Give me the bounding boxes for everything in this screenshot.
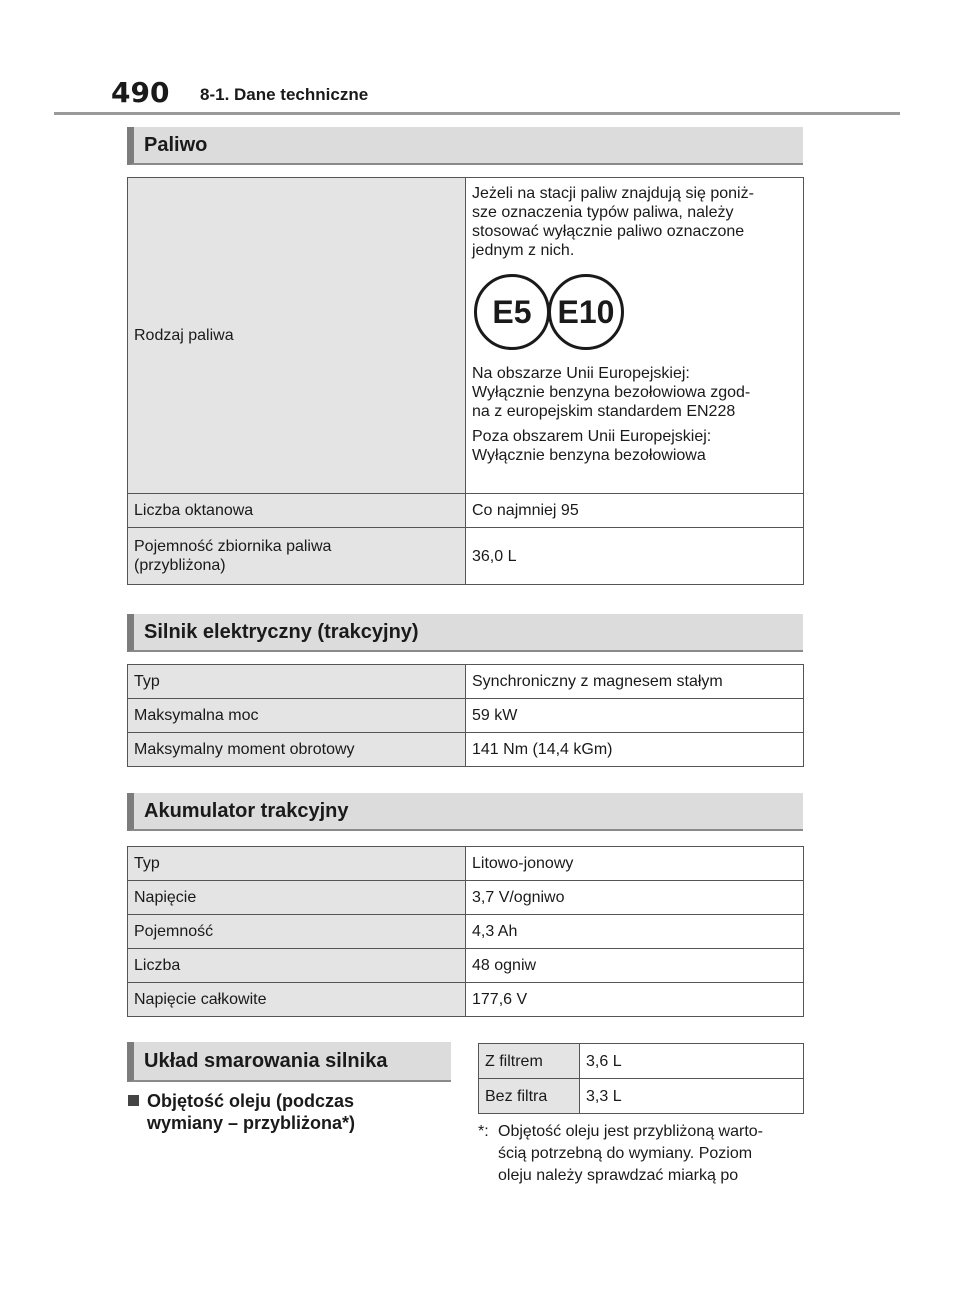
motor-table	[127, 664, 804, 767]
battery-type-value: Litowo-jonowy	[466, 847, 804, 881]
footnote-mark: *:	[478, 1123, 489, 1140]
table-row	[128, 949, 804, 983]
page-number: 490	[111, 76, 170, 109]
table-row	[128, 699, 804, 733]
e10-fuel-symbol-icon: E10	[548, 274, 624, 350]
table-row	[128, 178, 804, 494]
table-row	[128, 665, 804, 699]
without-filter-label: Bez filtra	[479, 1079, 580, 1114]
square-bullet-icon	[128, 1095, 139, 1106]
table-row	[128, 881, 804, 915]
table-row	[128, 494, 804, 528]
cell-count-label: Liczba	[128, 949, 466, 983]
table-row	[128, 915, 804, 949]
fuel-type-label: Rodzaj paliwa	[128, 178, 466, 494]
total-voltage-value: 177,6 V	[466, 983, 804, 1017]
cell-voltage-label: Napięcie	[128, 881, 466, 915]
cell-voltage-value: 3,7 V/ogniwo	[466, 881, 804, 915]
without-filter-value: 3,3 L	[580, 1079, 804, 1114]
fuel-symbols	[474, 274, 797, 350]
oil-capacity-subheading: Objętość oleju (podczas wymiany – przybliżona*)	[128, 1090, 428, 1134]
max-power-label: Maksymalna moc	[128, 699, 466, 733]
section-heading-motor: Silnik elektryczny (trakcyjny)	[127, 614, 803, 652]
oil-footnote	[478, 1121, 808, 1187]
table-row	[479, 1044, 804, 1079]
with-filter-value: 3,6 L	[580, 1044, 804, 1079]
battery-type-label: Typ	[128, 847, 466, 881]
battery-table	[127, 846, 804, 1017]
tank-capacity-value: 36,0 L	[466, 528, 804, 585]
section-heading-lubrication: Układ smarowania silnika	[127, 1042, 451, 1082]
fuel-eu-text: Na obszarze Unii Europejskiej: Wyłącznie benzyna bezołowiowa zgod- na z europejskim standardem EN228	[472, 365, 751, 420]
cell-count-value: 48 ogniw	[466, 949, 804, 983]
table-row	[479, 1079, 804, 1114]
footnote-text: Objętość oleju jest przybliżoną warto- ścią potrzebną do wymiany. Poziom oleju należy sprawdzać miarką po	[498, 1123, 764, 1184]
motor-type-label: Typ	[128, 665, 466, 699]
fuel-non-eu-text: Poza obszarem Unii Europejskiej: Wyłącznie benzyna bezołowiowa	[472, 428, 712, 464]
section-heading-fuel: Paliwo	[127, 127, 803, 165]
octane-value: Co najmniej 95	[466, 494, 804, 528]
header-divider	[54, 112, 900, 115]
fuel-type-description	[466, 178, 804, 494]
section-title: 8-1. Dane techniczne	[200, 85, 369, 104]
capacity-label: Pojemność	[128, 915, 466, 949]
total-voltage-label: Napięcie całkowite	[128, 983, 466, 1017]
table-row	[128, 733, 804, 767]
max-torque-label: Maksymalny moment obrotowy	[128, 733, 466, 767]
fuel-intro-text: Jeżeli na stacji paliw znajdują się poniż- sze oznaczenia typów paliwa, należy stosować wyłącznie paliwo oznaczone jednym z nich.	[472, 185, 754, 259]
max-torque-value: 141 Nm (14,4 kGm)	[466, 733, 804, 767]
e5-fuel-symbol-icon: E5	[474, 274, 550, 350]
tank-capacity-label: Pojemność zbiornika paliwa (przybliżona)	[128, 528, 466, 585]
fuel-table	[127, 177, 804, 585]
oil-table	[478, 1043, 804, 1114]
with-filter-label: Z filtrem	[479, 1044, 580, 1079]
table-row	[128, 983, 804, 1017]
table-row	[128, 528, 804, 585]
capacity-value: 4,3 Ah	[466, 915, 804, 949]
table-row	[128, 847, 804, 881]
section-heading-battery: Akumulator trakcyjny	[127, 793, 803, 831]
octane-label: Liczba oktanowa	[128, 494, 466, 528]
max-power-value: 59 kW	[466, 699, 804, 733]
motor-type-value: Synchroniczny z magnesem stałym	[466, 665, 804, 699]
